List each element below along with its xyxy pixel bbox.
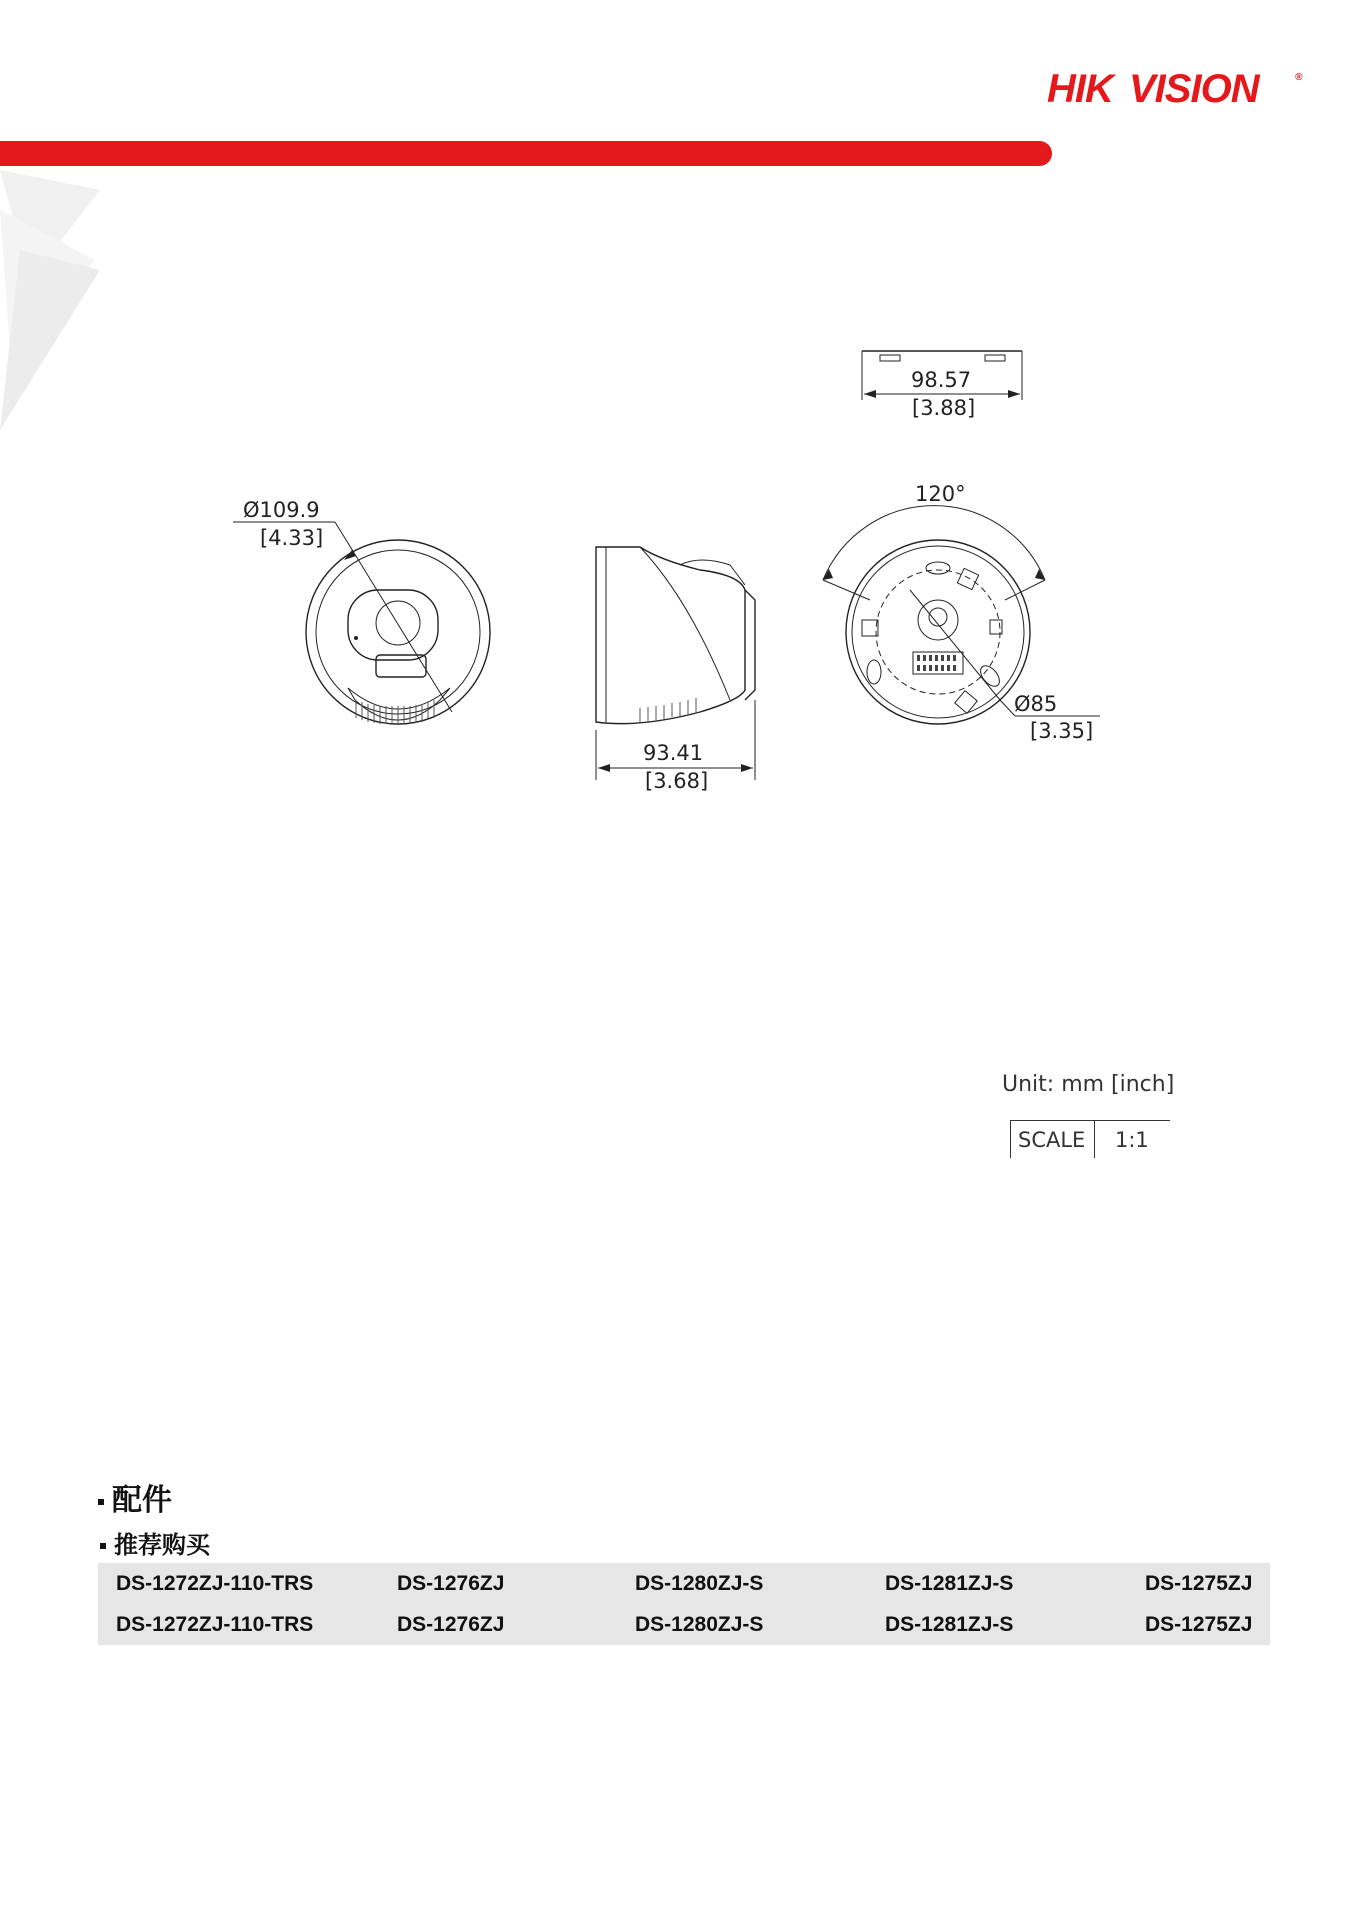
svg-text:VISION: VISION	[1129, 67, 1259, 110]
table-cell: DS-1276ZJ	[397, 1571, 505, 1595]
table-cell: DS-1275ZJ	[1145, 1612, 1253, 1636]
rear-view-drawing	[823, 506, 1100, 724]
table-cell: DS-1272ZJ-110-TRS	[116, 1571, 314, 1595]
unit-label: Unit: mm [inch]	[1002, 1072, 1175, 1097]
table-cell: DS-1275ZJ	[1145, 1571, 1253, 1595]
scale-divider-mid	[1094, 1120, 1095, 1158]
accessories-table	[98, 1563, 1270, 1645]
scale-box	[1010, 1120, 1170, 1158]
scale-label: SCALE	[1018, 1128, 1086, 1152]
scale-value: 1:1	[1115, 1128, 1149, 1152]
table-row	[98, 1563, 1270, 1604]
bullet-icon	[98, 1499, 104, 1505]
scale-divider-left	[1010, 1120, 1011, 1158]
table-cell: DS-1281ZJ-S	[885, 1571, 1014, 1595]
top-width-mm: 98.57	[911, 368, 972, 392]
front-diameter-mm: Ø109.9	[243, 498, 320, 522]
scale-rule	[1010, 1120, 1170, 1121]
table-row	[98, 1604, 1270, 1645]
side-depth-in: [3.68]	[645, 769, 709, 793]
front-view-drawing	[233, 522, 490, 724]
table-cell: DS-1272ZJ-110-TRS	[116, 1612, 314, 1636]
recommended-heading: 推荐购买	[100, 1525, 210, 1560]
top-width-in: [3.88]	[912, 396, 976, 420]
table-cell: DS-1280ZJ-S	[635, 1612, 764, 1636]
accessories-heading: 配件	[98, 1475, 172, 1519]
table-cell: DS-1281ZJ-S	[885, 1612, 1014, 1636]
bullet-icon	[100, 1543, 106, 1549]
front-diameter-in: [4.33]	[260, 526, 324, 550]
svg-text:®: ®	[1295, 72, 1303, 83]
rear-diameter-in: [3.35]	[1030, 719, 1094, 743]
rear-diameter-mm: Ø85	[1014, 692, 1058, 716]
svg-text:HIK: HIK	[1047, 67, 1113, 110]
table-cell: DS-1280ZJ-S	[635, 1571, 764, 1595]
rear-angle: 120°	[915, 482, 966, 506]
table-cell: DS-1276ZJ	[397, 1612, 505, 1636]
side-depth-mm: 93.41	[643, 741, 704, 765]
